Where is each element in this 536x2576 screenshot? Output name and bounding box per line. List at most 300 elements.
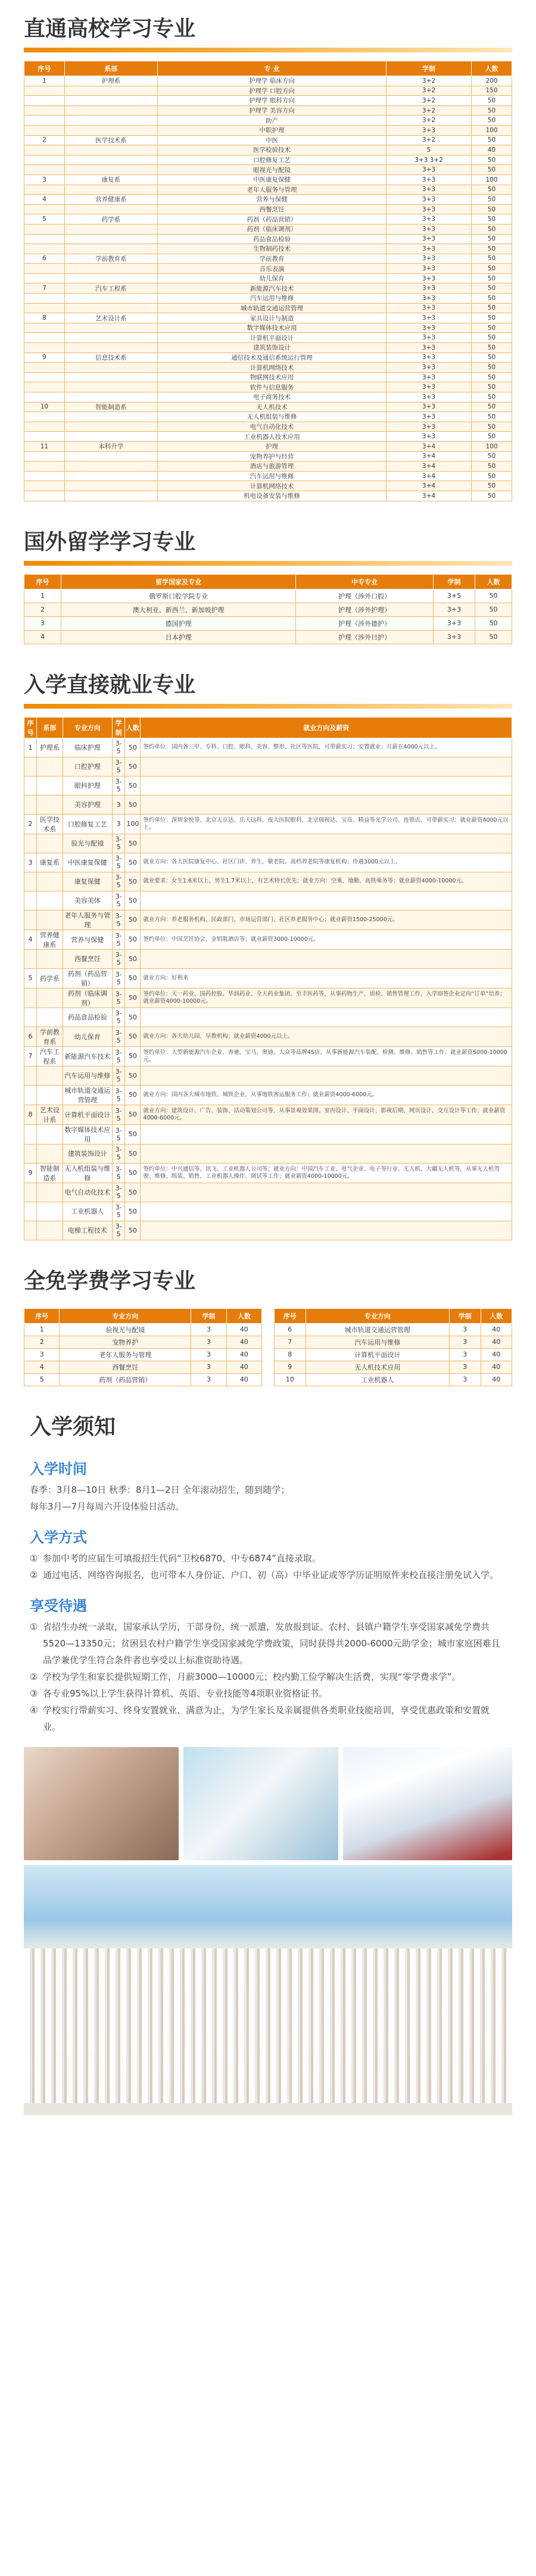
table-cell: 中职护理: [157, 125, 386, 135]
table-cell: 2: [24, 135, 65, 145]
table-cell: 3-5: [112, 910, 125, 930]
table-cell: [141, 795, 512, 814]
table-cell: [24, 451, 65, 461]
table-cell: 3+2: [387, 86, 472, 96]
table-cell: 艺术设计系: [64, 313, 157, 323]
table-cell: 学前教育: [157, 254, 386, 264]
table-cell: 生物制药技术: [157, 244, 386, 254]
table-cell: 3-5: [112, 738, 125, 757]
table-cell: [141, 949, 512, 968]
table-cell: 150: [471, 86, 512, 96]
table-cell: 50: [471, 254, 512, 264]
table-cell: 50: [475, 616, 512, 630]
table-row: [24, 1124, 512, 1144]
table-cell: 智能制造系: [36, 1163, 63, 1183]
column-header: 专业方向: [60, 1308, 191, 1323]
table-cell: 无人机组装与维修: [157, 412, 386, 422]
column-header: 人数: [471, 61, 512, 76]
table-cell: 3-5: [112, 1221, 125, 1240]
table-cell: [36, 795, 63, 814]
title-band: [24, 561, 512, 566]
table-cell: [64, 343, 157, 353]
table-cell: 艺术设计系: [36, 1105, 63, 1124]
table-cell: [24, 795, 37, 814]
item-number: ①: [30, 1621, 38, 1632]
table-cell: [24, 382, 65, 392]
table-cell: 50: [125, 1105, 141, 1124]
table-cell: 50: [475, 630, 512, 644]
table-row: [24, 1221, 512, 1240]
table-cell: 40: [481, 1373, 512, 1386]
table-cell: [36, 891, 63, 910]
table-row: [275, 1373, 512, 1386]
table-cell: 新能源汽车技术: [63, 1046, 112, 1066]
table-cell: [24, 491, 65, 501]
table-cell: 50: [125, 795, 141, 814]
table-cell: [36, 1085, 63, 1105]
table-cell: 就业方向：国内各大城市地铁、城铁企业，从事地铁客运服务工作；就业薪资4000-6000元。: [141, 1085, 512, 1105]
photo-dental-training: [24, 1747, 179, 1860]
table-cell: 药剂（临床调剂）: [63, 988, 112, 1008]
table-cell: 汽车运用与维修: [157, 294, 386, 304]
table-cell: 3+3: [387, 244, 472, 254]
table-cell: 无人机技术: [157, 402, 386, 412]
table-row: [24, 125, 512, 135]
table-row: [24, 738, 512, 757]
table-cell: 建筑装饰设计: [63, 1144, 112, 1163]
table-row: [24, 135, 512, 145]
table-cell: 50: [471, 432, 512, 442]
table-cell: 工业机器人: [63, 1202, 112, 1221]
table-cell: [24, 910, 37, 930]
table-cell: 3-5: [112, 988, 125, 1008]
table-row: [24, 891, 512, 910]
table-cell: 3-5: [112, 872, 125, 891]
notice-item: [30, 1685, 506, 1702]
table-cell: 家具设计与制造: [157, 313, 386, 323]
table-cell: 3+3: [387, 174, 472, 185]
column-header: 专业方向: [306, 1308, 450, 1323]
table-cell: 3: [191, 1373, 226, 1386]
table-cell: 40: [226, 1361, 261, 1373]
table-row: [24, 303, 512, 313]
table-cell: 3: [450, 1348, 481, 1361]
table-cell: 音乐表演: [157, 264, 386, 274]
table-row: [24, 214, 512, 224]
column-header: 序号: [24, 717, 37, 738]
table-cell: 幼儿保育: [157, 273, 386, 283]
table-cell: 计算机网络技术: [157, 481, 386, 491]
table-cell: [36, 988, 63, 1008]
table-header: [275, 1308, 512, 1323]
table-cell: 3+3: [387, 422, 472, 432]
column-header: 学制: [433, 574, 475, 589]
table-row: [24, 461, 512, 472]
table-cell: 无人机组装与维修: [63, 1163, 112, 1183]
column-header: 就业方向及薪资: [141, 717, 512, 738]
table-cell: [24, 264, 65, 274]
table-cell: 3: [450, 1336, 481, 1348]
table-cell: 营养与保健: [157, 195, 386, 205]
table-cell: 护理学 美容方向: [157, 105, 386, 116]
table-cell: 验光与配镜: [63, 834, 112, 853]
free-tables: [24, 1308, 512, 1386]
table-cell: [64, 86, 157, 96]
table-cell: 40: [481, 1336, 512, 1348]
table-cell: [24, 432, 65, 442]
table-cell: [64, 333, 157, 343]
table-cell: [24, 872, 37, 891]
table-cell: [64, 155, 157, 165]
table-row: [24, 165, 512, 175]
table-cell: 40: [481, 1348, 512, 1361]
table-cell: 7: [275, 1336, 306, 1348]
table-cell: 3: [24, 1348, 60, 1361]
table-row: [24, 382, 512, 392]
table-cell: 3+4: [387, 451, 472, 461]
table-cell: [24, 422, 65, 432]
table-cell: 3+3: [387, 343, 472, 353]
table-cell: 药品食品检验: [157, 234, 386, 244]
table-row: [24, 872, 512, 891]
table-cell: 护理: [157, 441, 386, 451]
table-row: [24, 1373, 262, 1386]
table-row: [24, 224, 512, 234]
table-cell: 临床护理: [63, 738, 112, 757]
table-cell: [64, 481, 157, 491]
table-cell: 1: [24, 589, 61, 603]
table-cell: 3+4: [387, 461, 472, 472]
table-cell: 学前教育系: [64, 254, 157, 264]
table-header: [24, 1308, 262, 1323]
table-cell: 3+3: [387, 353, 472, 363]
table-cell: 50: [125, 776, 141, 795]
table-cell: [36, 1008, 63, 1027]
table-row: [24, 174, 512, 185]
table-row: [24, 1183, 512, 1202]
table-cell: 3-5: [112, 949, 125, 968]
table-cell: 4: [24, 630, 61, 644]
table-abroad: [24, 574, 512, 644]
table-cell: 城市轨道交通运营管理: [63, 1085, 112, 1105]
table-row: [24, 422, 512, 432]
table-cell: 3+3: [387, 313, 472, 323]
table-row: [24, 1336, 262, 1348]
table-cell: 3+3: [387, 254, 472, 264]
table-cell: 50: [125, 910, 141, 930]
table-row: [24, 795, 512, 814]
table-cell: [24, 949, 37, 968]
table-cell: [64, 382, 157, 392]
table-cell: 100: [125, 814, 141, 834]
table-row: [24, 1085, 512, 1105]
table-cell: 50: [471, 353, 512, 363]
column-header: 学制: [112, 717, 125, 738]
table-cell: 营养健康系: [36, 930, 63, 949]
table-cell: [36, 949, 63, 968]
table-cell: 药剂（药品营销）: [157, 214, 386, 224]
table-cell: [24, 86, 65, 96]
item-text: 学校为学生和家长提供短期工作，月薪3000—10000元；校内勤工俭学解决生活费，实现“零学费求学”。: [43, 1671, 461, 1682]
table-cell: [64, 273, 157, 283]
table-cell: 软件与信息服务: [157, 382, 386, 392]
table-cell: 美容美体: [63, 891, 112, 910]
table-row: [24, 834, 512, 853]
table-cell: 50: [471, 214, 512, 224]
notice-item: [30, 1550, 506, 1567]
table-cell: 11: [24, 441, 65, 451]
table-cell: [36, 776, 63, 795]
section-title-abroad: 国外留学学习专业: [24, 529, 196, 554]
table-cell: 西餐烹饪: [60, 1361, 191, 1373]
table-cell: 40: [226, 1336, 261, 1348]
table-cell: [24, 1085, 37, 1105]
table-cell: 护理学 眼科方向: [157, 96, 386, 106]
table-cell: 100: [471, 441, 512, 451]
table-cell: 3+3: [387, 165, 472, 175]
table-cell: 5: [24, 968, 37, 988]
benefit-title: 享受待遇: [30, 1597, 87, 1614]
item-text: 各专业95%以上学生获得计算机、英语、专业技能等4项职业资格证书。: [43, 1688, 328, 1699]
table-cell: 电梯工程技术: [63, 1221, 112, 1240]
table-cell: [24, 1183, 37, 1202]
table-cell: [36, 1183, 63, 1202]
table-cell: 建筑装饰设计: [157, 343, 386, 353]
table-cell: 电子商务技术: [157, 392, 386, 403]
table-cell: 3+2: [387, 116, 472, 126]
notice-item: [30, 1618, 506, 1669]
table-cell: [24, 1124, 37, 1144]
section-title-direct: 直通高校学习专业: [24, 17, 196, 41]
item-text: 省招生办统一录取，国家承认学历，干部身份，统一派遣，发放报到证。农村、县镇户籍学生享受国家减免学费共5520—13350元；贫困县农村户籍学生享受国家减免学费政策，同时获得共2000-6000元助学金；城市家庭困难且品学兼优学生符合条件者也享受以上标准资助待遇。: [43, 1621, 500, 1666]
table-cell: 3: [24, 616, 61, 630]
table-cell: 50: [471, 105, 512, 116]
table-cell: 50: [125, 930, 141, 949]
column-header: 人数: [481, 1308, 512, 1323]
table-cell: 汽车运用与维修: [157, 471, 386, 481]
table-cell: 3-5: [112, 1066, 125, 1085]
table-cell: 50: [471, 294, 512, 304]
table-cell: 3+3: [387, 283, 472, 294]
table-cell: 3+3: [387, 333, 472, 343]
table-cell: [24, 116, 65, 126]
table-cell: 3-5: [112, 834, 125, 853]
table-cell: [24, 1221, 37, 1240]
table-cell: 眼视光与配镜: [157, 165, 386, 175]
table-cell: [64, 145, 157, 155]
table-cell: 3-5: [112, 1163, 125, 1183]
table-cell: 1: [24, 76, 65, 86]
table-cell: [24, 155, 65, 165]
table-cell: 40: [481, 1361, 512, 1373]
table-cell: 3-5: [112, 891, 125, 910]
table-cell: 护理系: [36, 738, 63, 757]
table-cell: [64, 323, 157, 333]
table-cell: 50: [125, 1066, 141, 1085]
table-cell: 8: [24, 1105, 37, 1124]
table-cell: 50: [125, 1027, 141, 1046]
table-cell: 药剂（药品营销）: [60, 1373, 191, 1386]
table-row: [24, 630, 512, 644]
table-row: [24, 603, 512, 616]
table-cell: 50: [125, 1144, 141, 1163]
table-cell: [64, 244, 157, 254]
table-cell: 3-5: [112, 1008, 125, 1027]
table-cell: 3+4: [387, 441, 472, 451]
table-cell: [24, 234, 65, 244]
table-row: [24, 86, 512, 96]
table-cell: [24, 461, 65, 472]
table-cell: 3-5: [112, 1046, 125, 1066]
table-cell: 药剂（药品营销）: [63, 968, 112, 988]
table-cell: [141, 1124, 512, 1144]
table-cell: 50: [471, 412, 512, 422]
table-cell: 3+2: [387, 135, 472, 145]
table-cell: [24, 363, 65, 373]
table-row: [24, 313, 512, 323]
table-cell: 城市轨道交通运营管理: [306, 1323, 450, 1336]
item-text: 参加中考的应届生可填报招生代码“卫校6870、中专6874”直接录取。: [43, 1552, 321, 1564]
table-cell: 50: [471, 185, 512, 195]
notice-item: [30, 1669, 506, 1685]
table-row: [24, 853, 512, 872]
section-title-employment: 入学直接就业专业: [24, 672, 196, 697]
table-cell: [36, 1221, 63, 1240]
section-title-free: 全免学费学习专业: [24, 1268, 196, 1293]
table-cell: [64, 451, 157, 461]
item-number: ③: [30, 1688, 38, 1699]
table-cell: 50: [125, 891, 141, 910]
table-cell: 3+3: [387, 234, 472, 244]
table-cell: [24, 412, 65, 422]
table-header: [24, 574, 512, 589]
table-cell: 通信技术及通信系统运行管理: [157, 353, 386, 363]
table-cell: 50: [471, 402, 512, 412]
table-cell: 3-5: [112, 1085, 125, 1105]
item-number: ①: [30, 1552, 38, 1564]
table-row: [24, 776, 512, 795]
table-cell: [64, 412, 157, 422]
table-row: [24, 491, 512, 501]
table-cell: 50: [471, 96, 512, 106]
table-cell: 50: [125, 834, 141, 853]
table-cell: 新能源汽车技术: [157, 283, 386, 294]
table-cell: 40: [471, 145, 512, 155]
column-header: 人数: [125, 717, 141, 738]
table-cell: 3-5: [112, 930, 125, 949]
table-cell: 3+3: [387, 294, 472, 304]
table-cell: 口腔修复工艺: [157, 155, 386, 165]
table-cell: 50: [471, 204, 512, 214]
table-header: [24, 717, 512, 738]
table-cell: 2: [24, 603, 61, 616]
table-cell: 眼科护理: [63, 776, 112, 795]
table-cell: 6: [24, 1027, 37, 1046]
table-row: [24, 1202, 512, 1221]
table-cell: 6: [24, 254, 65, 264]
title-band: [24, 48, 512, 52]
table-row: [24, 204, 512, 214]
table-cell: 药品食品检验: [63, 1008, 112, 1027]
table-cell: [64, 422, 157, 432]
table-cell: 50: [471, 343, 512, 353]
table-cell: [64, 491, 157, 501]
table-cell: 物联网技术应用: [157, 372, 386, 382]
table-cell: 50: [471, 333, 512, 343]
table-cell: 就业方向：各大医院康复中心、社区门诊、养生、敬老院、高档养老院等康复机构；待遇3000元以上。: [141, 853, 512, 872]
table-cell: 50: [471, 283, 512, 294]
table-cell: 9: [275, 1361, 306, 1373]
table-cell: 4: [24, 195, 65, 205]
table-cell: 50: [125, 1163, 141, 1183]
table-row: [24, 283, 512, 294]
table-cell: 3-5: [112, 1183, 125, 1202]
item-number: ④: [30, 1704, 38, 1716]
table-cell: 3+4: [387, 481, 472, 491]
table-cell: [36, 1202, 63, 1221]
table-cell: 护理系: [64, 76, 157, 86]
table-row: [275, 1336, 512, 1348]
column-header: 学制: [191, 1308, 226, 1323]
table-cell: 50: [125, 853, 141, 872]
table-cell: 3: [191, 1361, 226, 1373]
item-text: 通过电话、网络咨询报名，也可带本人身份证、户口、初（高）中毕业证或等学历证明原件来校直接注册免试入学。: [43, 1569, 499, 1580]
table-cell: 50: [471, 303, 512, 313]
table-cell: 3: [191, 1348, 226, 1361]
table-cell: [141, 1008, 512, 1027]
table-cell: 40: [226, 1373, 261, 1386]
table-cell: [24, 125, 65, 135]
table-cell: 3: [450, 1361, 481, 1373]
table-cell: 8: [275, 1348, 306, 1361]
table-cell: 护理（涉外德护）: [296, 616, 434, 630]
table-cell: 50: [471, 234, 512, 244]
table-cell: [141, 834, 512, 853]
table-cell: [24, 244, 65, 254]
table-cell: 3+3: [387, 195, 472, 205]
table-cell: [24, 988, 37, 1008]
table-row: [24, 402, 512, 412]
table-cell: 50: [471, 313, 512, 323]
table-cell: [24, 96, 65, 106]
table-row: [24, 471, 512, 481]
table-row: [24, 1066, 512, 1085]
table-cell: 就业方向：养老服务机构、民政部门、市场运营部门、社区养老服务中心；就业薪资1500-25000元。: [141, 910, 512, 930]
column-header: 留学国家及专业: [61, 574, 296, 589]
table-cell: 50: [125, 1008, 141, 1027]
table-cell: 德国护理: [61, 616, 296, 630]
table-cell: 9: [24, 353, 65, 363]
table-cell: 3-5: [112, 757, 125, 776]
table-cell: 老年人服务与管理: [157, 185, 386, 195]
table-cell: 护理（涉外日护）: [296, 630, 434, 644]
table-cell: [24, 372, 65, 382]
table-row: [24, 294, 512, 304]
table-row: [24, 1046, 512, 1066]
table-cell: 10: [24, 402, 65, 412]
table-cell: 3-5: [112, 1027, 125, 1046]
table-row: [24, 481, 512, 491]
table-cell: 50: [125, 1046, 141, 1066]
table-cell: 3+3: [387, 125, 472, 135]
table-cell: [64, 264, 157, 274]
table-cell: 签约单位：中国烹饪协会、金钥匙酒店等；就业薪资3000-10000元。: [141, 930, 512, 949]
table-row: [24, 155, 512, 165]
table-row: [24, 1163, 512, 1183]
table-row: [24, 910, 512, 930]
table-cell: 西餐烹饪: [63, 949, 112, 968]
table-cell: 就业方向：好利来: [141, 968, 512, 988]
